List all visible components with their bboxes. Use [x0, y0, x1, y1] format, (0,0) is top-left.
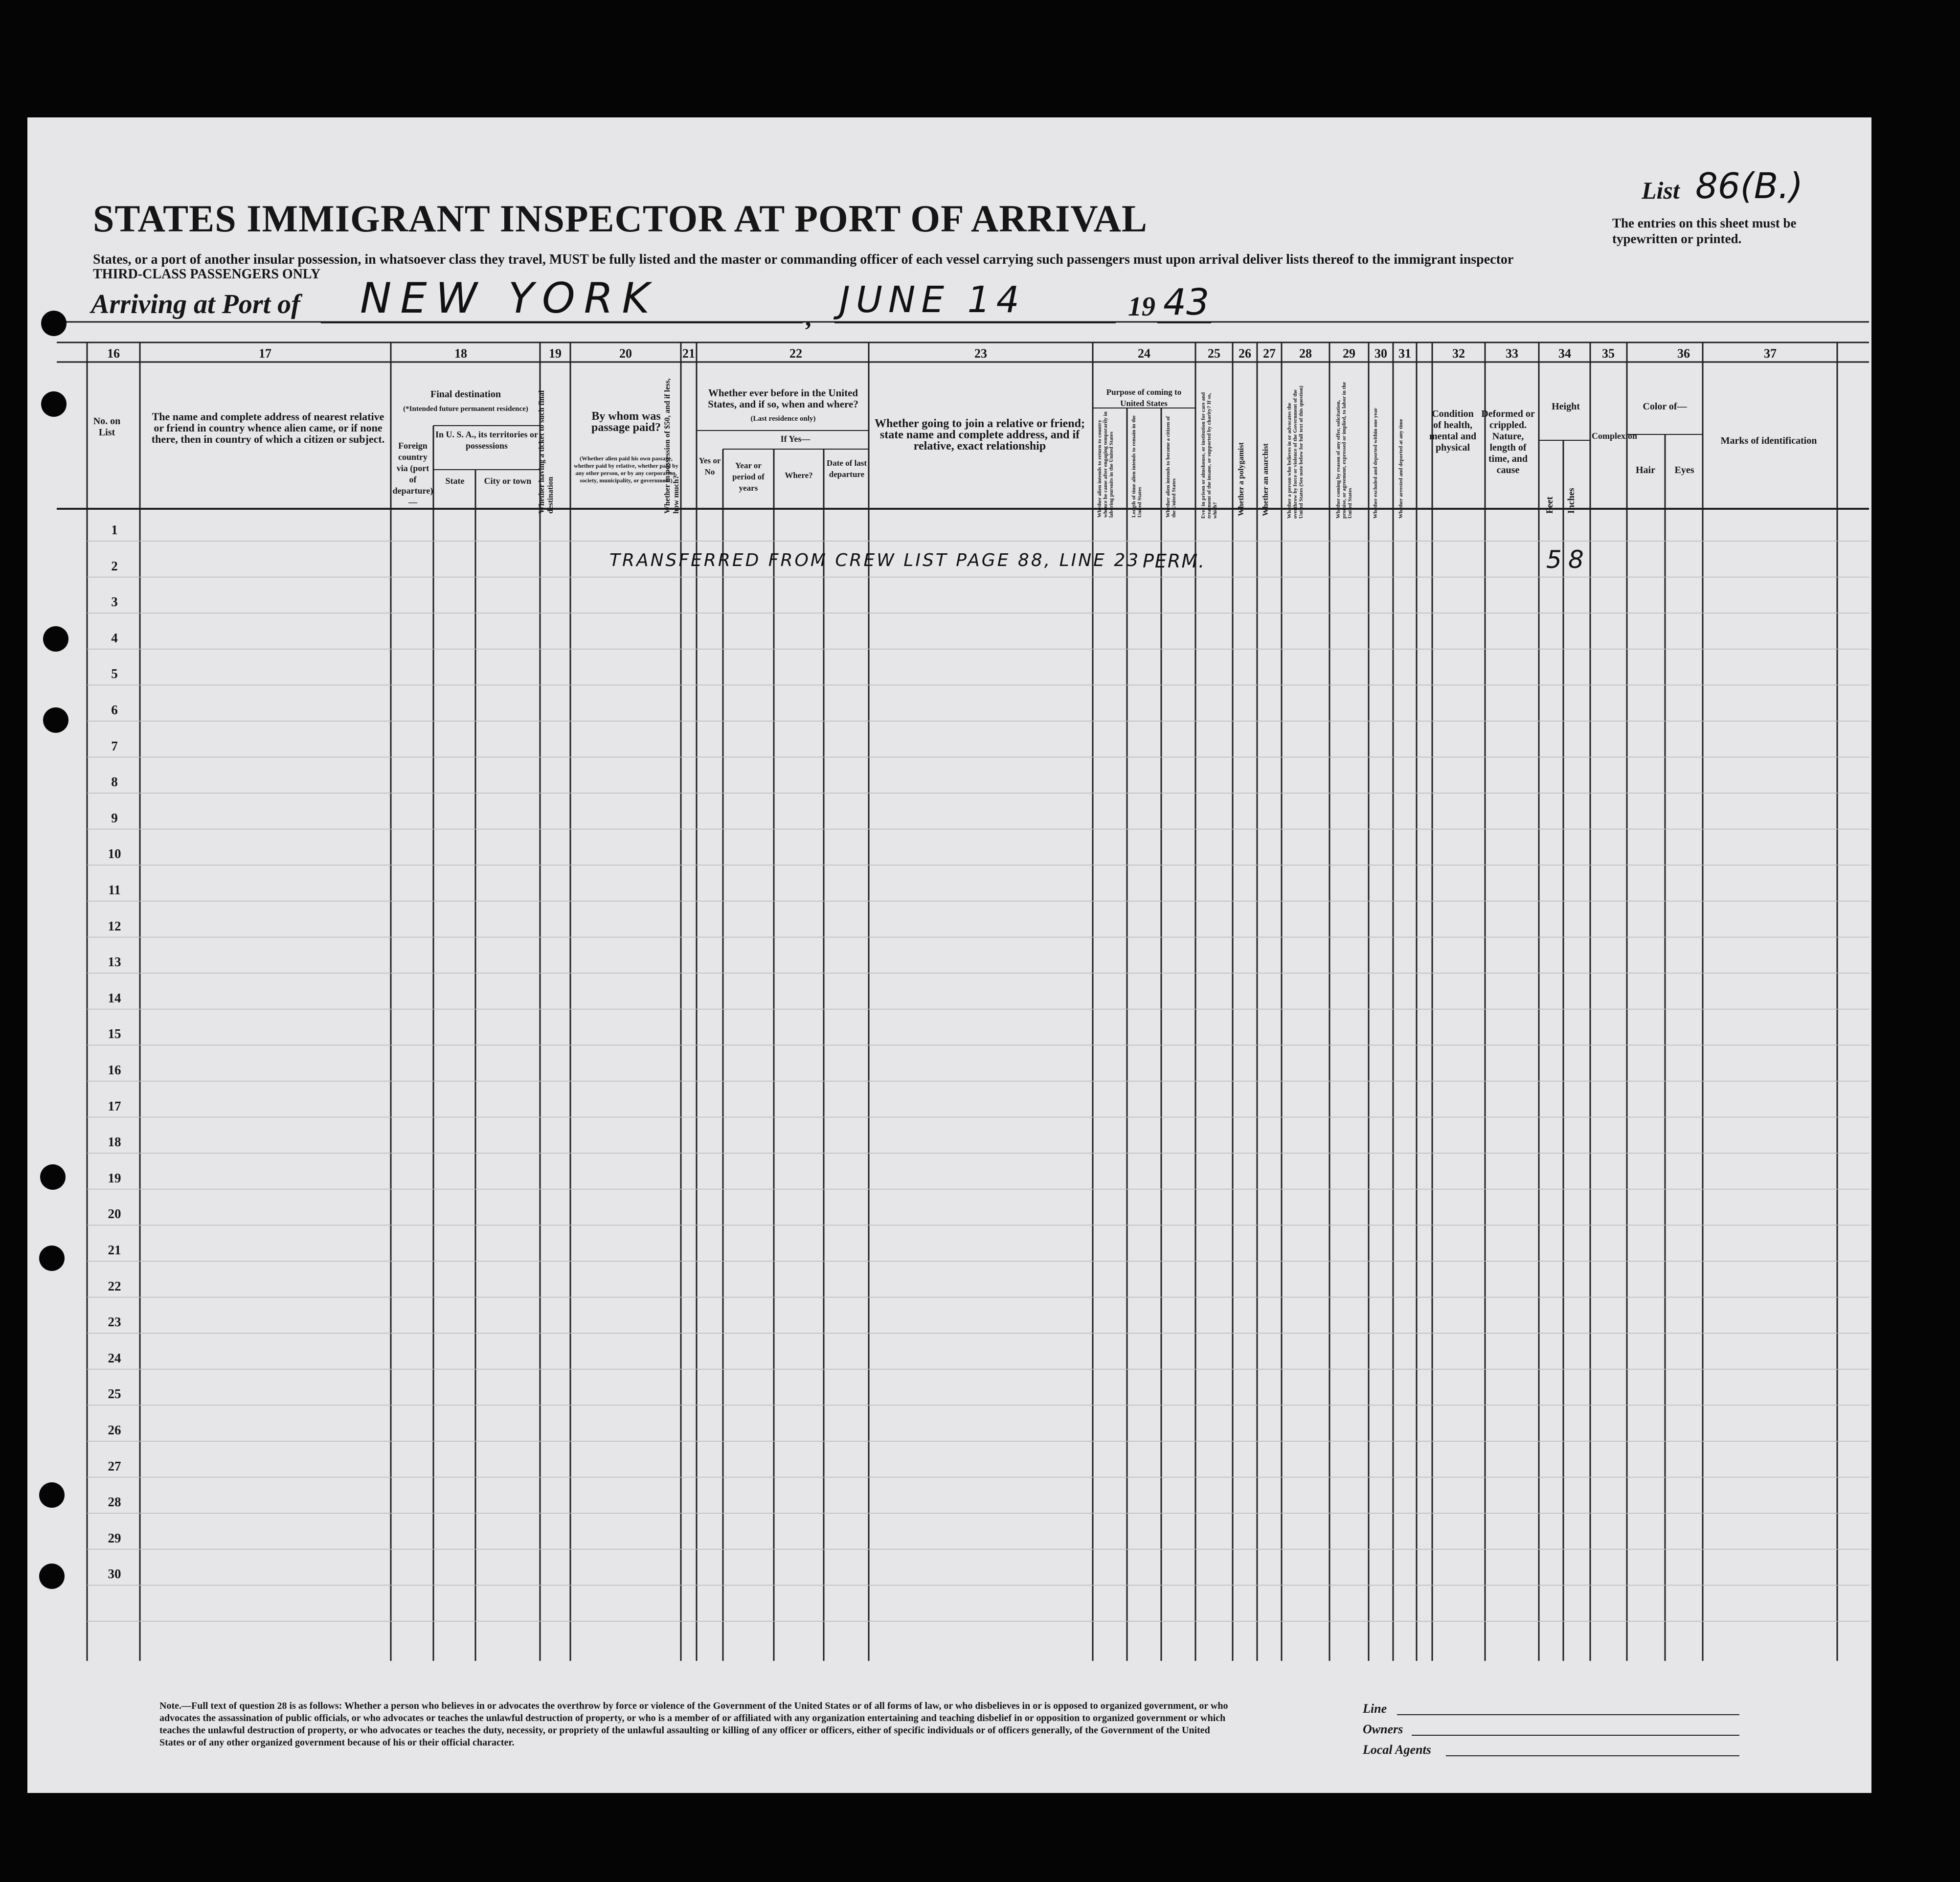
row-number: 9 — [111, 810, 118, 825]
manifest-sheet — [27, 117, 1871, 1793]
row1-inches: 8 — [1568, 545, 1584, 574]
column-number: 36 — [1677, 346, 1690, 361]
table-grid — [27, 117, 1871, 1793]
punch-hole — [41, 311, 67, 336]
column-number: 32 — [1452, 346, 1465, 361]
row-number: 26 — [108, 1423, 121, 1437]
owners-label: Owners — [1363, 1722, 1403, 1736]
header-final-destination-note: (*Intended future permanent residence) — [403, 405, 528, 413]
header-where: Where? — [785, 471, 813, 480]
passenger-class-label: THIRD-CLASS PASSENGERS ONLY — [93, 267, 321, 282]
row-number: 29 — [108, 1530, 121, 1545]
arriving-label: Arriving at Port of — [91, 289, 300, 319]
header-city: City or town — [484, 476, 532, 486]
line-label: Line — [1363, 1701, 1387, 1716]
row-number: 23 — [108, 1315, 121, 1330]
column-number: 28 — [1299, 346, 1312, 361]
entries-note: The entries on this sheet must be typewritten or printed. — [1612, 216, 1797, 246]
header-color-of: Color of— — [1643, 401, 1687, 412]
header-years: Year or period of years — [732, 461, 765, 493]
header-yes-no: Yes or No — [698, 456, 721, 476]
row-number: 24 — [108, 1350, 121, 1365]
header-ticket: Whether having a ticket to such final destination — [538, 390, 555, 514]
header-fifty-dollars: Whether in possession of $50, and if less, how much? — [663, 378, 680, 514]
header-join-relative: Whether going to join a relative or friend; state name and complete address, and if relative, exact relationship — [875, 417, 1085, 453]
row-number: 28 — [108, 1495, 121, 1510]
punch-hole — [39, 1482, 65, 1508]
header-state: State — [445, 476, 465, 486]
header-eyes: Eyes — [1674, 465, 1694, 476]
row-number: 11 — [108, 883, 121, 897]
punch-hole — [41, 391, 67, 417]
column-number: 23 — [974, 346, 987, 361]
header-labor-offer: Whether coming by reason of any offer, solicitation, promise, or agreement, expressed or implied, to labor in the United States — [1335, 382, 1353, 519]
header-purpose-return: Whether alien intends to return to country whence he came after engaging temporarily in laboring pursuits in the United States — [1097, 411, 1114, 518]
list-label: List — [1642, 177, 1680, 204]
header-inches: Inches — [1566, 488, 1577, 514]
header-overthrow: Whether a person who believes in or advocates the overthrow by force or violence of the Government of the United States (See note below for full text of this question) — [1286, 385, 1304, 519]
local-agents-label: Local Agents — [1363, 1743, 1431, 1757]
column-number: 21 — [682, 346, 695, 361]
column-number: 29 — [1343, 346, 1355, 361]
header-purpose-length: Length of time alien intends to remain in the United States — [1131, 415, 1143, 518]
header-no-on-list: No. on List — [93, 416, 121, 438]
column-number: 19 — [549, 346, 562, 361]
header-last-departure: Date of last departure — [826, 458, 867, 479]
header-purpose: Purpose of coming to United States — [1106, 387, 1182, 408]
comma: , — [805, 304, 811, 331]
row1-purpose: PERM. — [1143, 550, 1206, 572]
header-anarchist: Whether an anarchist — [1262, 443, 1270, 516]
header-marks: Marks of identification — [1720, 435, 1817, 446]
punch-hole — [40, 1164, 66, 1190]
header-ever-in-us: Whether ever before in the United States, and if so, when and where? — [708, 387, 858, 410]
row-number: 10 — [108, 846, 121, 862]
column-number: 31 — [1398, 346, 1411, 361]
header-arrested: Whether arrested and deported at any time — [1398, 419, 1404, 519]
row-number: 20 — [108, 1206, 121, 1222]
header-height: Height — [1552, 401, 1580, 412]
row-number: 19 — [108, 1170, 121, 1185]
punch-hole — [43, 626, 68, 652]
column-number: 20 — [619, 346, 632, 361]
column-number: 34 — [1558, 346, 1571, 361]
header-final-destination: Final destination — [430, 389, 501, 400]
column-number: 26 — [1239, 346, 1251, 361]
header-complexion: Complexion — [1592, 431, 1638, 441]
punch-hole — [39, 1246, 65, 1271]
row-number: 14 — [108, 990, 121, 1005]
header-feet: Feet — [1545, 497, 1555, 514]
row-number: 27 — [108, 1458, 121, 1474]
header-passage-paid: By whom was passage paid? — [591, 410, 661, 434]
date-value: JUNE 14 — [839, 279, 1025, 321]
question-28-note: Note.—Full text of question 28 is as follows: Whether a person who believes in or advocates the overthrow by force or violence of the Government of the United States or of all forms of law, or who disbelieves in or is opposed to organized government, or who advocates the assassination of public officials, or who advocates or teaches the unlawful destruction of property, or who is a member of or affiliated with any organization entertaining and teaching disbelief in or opposition to organized government or which teaches the unlawful destruction of property, or who advocates or teaches the duty, necessity, or propriety of the unlawful assaulting or killing of any officer or officers, either of specific individuals or of officers generally, of the Government of the United States or of any other organized government because of his or their official character. — [159, 1701, 1228, 1748]
row-number: 4 — [111, 630, 118, 645]
row-number: 5 — [111, 666, 118, 681]
row-number: 22 — [108, 1278, 121, 1293]
row-number: 6 — [111, 703, 118, 717]
column-number: 18 — [454, 346, 467, 361]
punch-hole — [39, 1564, 65, 1589]
row-number: 7 — [111, 738, 118, 753]
list-number: 86(B.) — [1695, 165, 1803, 206]
row-number: 15 — [108, 1026, 121, 1042]
row-number: 16 — [108, 1063, 121, 1077]
header-deformed: Deformed or crippled. Nature, length of time, and cause — [1481, 408, 1535, 476]
header-purpose-citizen: Whether alien intends to become a citizen of the United States — [1165, 416, 1177, 518]
row1-feet: 5 — [1546, 545, 1562, 574]
column-number: 37 — [1764, 346, 1777, 361]
header-in-usa: In U. S. A., its territories or possessions — [435, 430, 538, 451]
row-number: 21 — [108, 1243, 121, 1257]
column-number: 33 — [1506, 346, 1518, 361]
header-nearest-relative: The name and complete address of nearest relative or friend in country whence alien came, or if none there, then in country of which a citizen or subject. — [151, 410, 385, 445]
column-number: 35 — [1602, 346, 1615, 361]
row-number: 25 — [108, 1386, 121, 1402]
row-number: 12 — [108, 918, 121, 933]
header-hair: Hair — [1636, 465, 1655, 476]
header-polygamist: Whether a polygamist — [1237, 442, 1245, 516]
header-health: Condition of health, mental and physical — [1429, 408, 1477, 453]
column-number: 30 — [1374, 346, 1387, 361]
header-last-residence: (Last residence only) — [750, 415, 816, 423]
row-number: 13 — [108, 954, 121, 970]
row-number: 3 — [111, 594, 118, 610]
header-passage-note: (Whether alien paid his own passage, whether paid by relative, whether paid by any other person, or by any corporation, society, municipality, or government) — [574, 455, 678, 484]
punch-hole — [43, 707, 68, 733]
year-value: 43 — [1163, 281, 1210, 323]
row-number: 30 — [108, 1566, 121, 1582]
row-number: 2 — [111, 558, 118, 573]
row1-transfer-note: TRANSFERRED FROM CREW LIST PAGE 88, LINE 23 — [609, 550, 1141, 570]
column-number: 16 — [107, 346, 120, 361]
port-value: NEW YORK — [360, 274, 658, 323]
row-number: 1 — [111, 522, 118, 537]
column-number: 17 — [259, 346, 271, 361]
header-prison: Ever in prison or almshouse, or institution for care and treatment of the insane, or supported by charity? If so, which? — [1200, 392, 1218, 519]
row-number: 18 — [108, 1134, 121, 1150]
row-number: 8 — [111, 774, 118, 790]
header-excluded: Whether excluded and deported within one year — [1373, 408, 1378, 519]
column-number: 27 — [1263, 346, 1276, 361]
column-number: 25 — [1208, 346, 1220, 361]
form-subtitle: States, or a port of another insular possession, in whatsoever class they travel, MUST be fully listed and the master or commanding officer of each vessel carrying such passengers must upon arrival deliver lists thereof to the immigrant inspector — [93, 252, 1514, 267]
row-number: 17 — [108, 1098, 121, 1113]
header-if-yes: If Yes— — [780, 434, 811, 444]
column-number: 22 — [789, 346, 802, 361]
form-title: STATES IMMIGRANT INSPECTOR AT PORT OF ARRIVAL — [93, 197, 1148, 240]
column-number: 24 — [1138, 346, 1150, 361]
year-prefix: 19 — [1128, 292, 1155, 322]
header-foreign-country: Foreign country via (port of departure)— — [392, 441, 433, 507]
